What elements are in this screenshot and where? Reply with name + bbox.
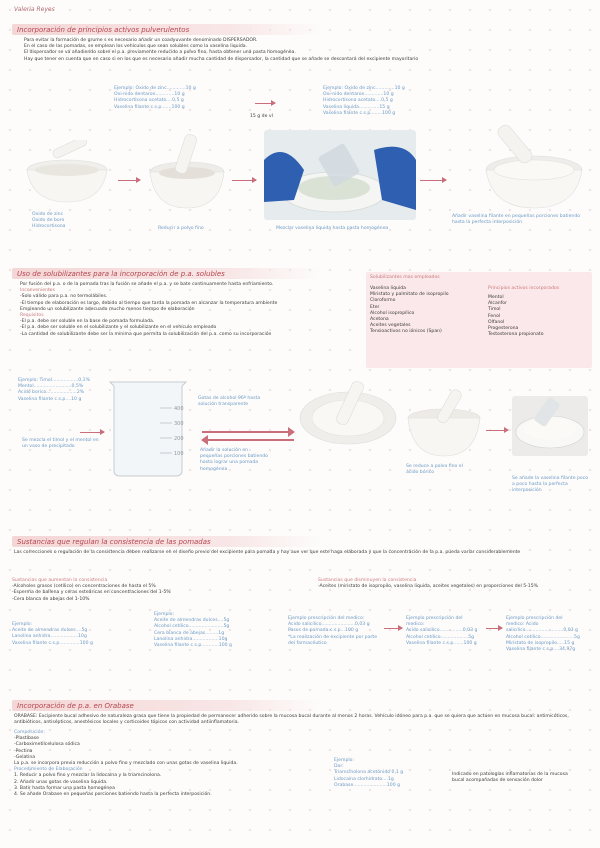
example-line: Orabase.......................100 g: [334, 782, 400, 788]
example-line: Ejemplo:: [12, 622, 33, 627]
section4-title: Incorporación de p.a. en Orabase: [17, 702, 134, 710]
consistency-example-1: [12, 622, 93, 647]
beaker-mark: 100: [174, 451, 184, 457]
consistency-example-5: [506, 616, 580, 653]
liquid-vaseline-photo: [264, 130, 416, 220]
example-line: Ejemplo prescripción del: [406, 616, 463, 621]
example-line: Hidrocortisona acetato....0,5 g: [114, 98, 184, 104]
table-cell: Alcohol isopropílico: [370, 310, 415, 316]
requirement-line: -El p.a. debe ser soluble en el solubilizante y el solubilizante en el vehículo empleado: [20, 325, 217, 331]
requirement-line: -La cantidad de solubilizante debe ser la mínima que permita la solubilización del p.a. como su incorporación: [20, 331, 272, 337]
example-line: Vaselina filante c.s.p....10 g: [18, 396, 82, 402]
table-cell: Progesterona: [488, 326, 519, 332]
table-title: Solubilizantes mas empleados: [370, 275, 440, 280]
example-line: Vaselina filante c.s.p.......100 g: [406, 640, 477, 646]
arrow-icon: [232, 180, 256, 181]
composition-item: -Pectina: [14, 748, 33, 754]
arrow-icon: [486, 430, 508, 431]
mortar-powder-image: [22, 140, 112, 206]
section1-intro-line: Para evitar la formación de grume s es necesario añadir un coadyuvante denominado DISPERSADOR.: [24, 38, 258, 43]
section1-example1: [114, 86, 196, 111]
vaseline-label: Se añade la vaselina filante poco a poco hasta la perfecta interposición: [512, 476, 589, 494]
mortar-boric-image: [404, 386, 484, 458]
section4-body: [14, 730, 344, 798]
table-col-solubilizers: [370, 286, 449, 336]
table-cell: Acetona: [370, 317, 389, 323]
beaker-mark: 400: [174, 406, 184, 412]
beaker-mark: 200: [174, 436, 184, 442]
arrow-icon: [384, 628, 402, 629]
section1-title: Incorporación de principios activos pulverulentos: [17, 26, 190, 34]
procedure-step: 4. Se añade Orabase en pequeñas porciones batiendo hasta la perfecta interposición.: [14, 792, 212, 798]
example-line: Aceite de almendras dulces....5g: [12, 628, 88, 634]
section2-title: Uso de solubilizantes para la incorporación de p.a. solubles: [17, 270, 225, 278]
arrow-icon: [255, 103, 275, 104]
table-cell: Tensioactivos no iónicos (Span): [370, 329, 442, 335]
procedure-step: 1. Reducir a polvo fino y mezclar la lidocaína y la triamcinolona.: [14, 773, 162, 779]
vaseline-jar-photo: [512, 396, 588, 456]
example-line: Alcohol cetílico........................5g: [154, 624, 230, 630]
example-line: Alcohol cetílico...................5g: [406, 634, 475, 640]
procedure-step: 2. Añadir unas gotas de vaselina liquida.: [14, 779, 108, 785]
section1-intro-line: En el caso de las pomadas, se emplean los vehículos que sean solubles como la vaselina liquida.: [24, 44, 248, 50]
table-cell: Cloroformo: [370, 298, 396, 304]
table-cell: Fenol: [488, 313, 501, 319]
example-line: Mentol..........................0,5%: [18, 384, 84, 390]
arrow-icon: [486, 628, 502, 629]
example-line: Aceite de almendras dulces....5g: [154, 618, 230, 624]
example-line: medico: Acido: [506, 622, 539, 628]
drawbacks-title: Inconvenientes: [20, 288, 56, 294]
example-line: Lanolina anhidra..................10g: [154, 636, 228, 642]
example-line: Lanolina anhidra...................10g: [12, 634, 87, 640]
mix-label: Se mezcla el timol y el mentol en un vaso de precipitado: [22, 438, 99, 450]
table-cell: Alcanfor: [488, 301, 507, 307]
example-line: Acido borico.....................2%: [18, 390, 85, 396]
section4-intro: ORABASE: Excipiente bucal adhesivo de naturaleza grasa que tiene la propiedad de permanecer adherido sobre la mucosa bucal durante al menos 2 horas. Vehículo idóneo para p.a. que se quiera que actúen en mucosa bucal: antimicóticos, antibióticos, antisépticos, anestésicos locales y corticoides tópicos con actividad antiinflamatoria.: [14, 714, 569, 726]
increase-line: -Cera blanca de abejas del 1-10%: [12, 596, 90, 602]
table-col-actives: [488, 295, 544, 338]
example-line: Acido salicílico.......................0,03 g: [288, 622, 370, 628]
consistency-example-2: [154, 612, 232, 649]
example-line: Alcohol cetílico.......................5g: [506, 634, 580, 640]
indication-text: Indicado en patologías inflamatorias de la mucosa bucal acompañadas de sensación dolor: [452, 772, 568, 784]
consistency-example-3: [288, 616, 377, 647]
table-cell: Testosterona propionato: [488, 332, 544, 338]
example-line: Acido salicílico................0,03 g: [406, 628, 478, 634]
drawback-line: -El tiempo de elaboración es largo, debido al tiempo que tarda la pomada en alcanzar la temperatura ambiente: [20, 300, 278, 306]
example-line: Oxi-nido dentaron.............10 g: [323, 92, 394, 98]
beaker-image: [104, 378, 192, 478]
example-line: medico:: [406, 622, 425, 628]
arrow-icon: [420, 180, 446, 181]
example-line: Oxi-nido dentaron.............10 g: [114, 92, 185, 98]
table-cell: Eter: [370, 304, 380, 310]
double-arrow-icon: [200, 424, 296, 446]
example-line: Vaselina filante c.s.p............100 g: [154, 643, 232, 649]
increase-block: [12, 578, 171, 603]
composition-title: Composición:: [14, 730, 45, 735]
example-line: Ejemplo: Oxido de zinc.............10 g: [323, 86, 405, 91]
arrow-icon: [118, 180, 140, 181]
mortar-vaseline-image: [480, 118, 588, 210]
section1-example2: [323, 86, 405, 117]
example-line: Ejemplo: Timol..................0,1%: [18, 378, 90, 383]
procedure-title: Procedimiento de Elaboración: [14, 767, 83, 773]
example-line: Pasos de pomada c.s.p...100 g: [288, 628, 359, 634]
section3-title: Sustancias que regulan la consistencia de las pomadas: [17, 538, 211, 546]
powder-label: Se reduce a polvo fino el ácido bórico: [406, 464, 463, 476]
decrease-block: [318, 578, 588, 590]
example-line: Vaselina filante c.s.p..............100 g: [12, 640, 93, 646]
solubilizers-table: [366, 272, 592, 368]
table-col-header: Principios activos incorporados: [488, 286, 560, 291]
example-line: Ejemplo prescripción del: [506, 616, 563, 621]
caption-reduce: Reducir a polvo fino: [158, 226, 204, 231]
arrow-icon: [80, 432, 104, 433]
section4-header: [12, 700, 322, 711]
section1-intro-line: El dispersador se va añadiendo sobre el p.a. previamente reducido a polvo fino, hasta obtener una pasta homogénea.: [24, 50, 296, 56]
requirements-title: Requisitos: [20, 313, 44, 319]
example-line: Miristato de isopropilo.....15 g: [506, 640, 575, 646]
procedure-step: 3. Batir hasta formar una pasta homogénea: [14, 785, 115, 791]
section2-intro: Por fusión del p.a. o de la pomada tras la fusión se añade el p.a. y se bate continuamente hasta enfriamiento.: [20, 282, 274, 287]
section2-header: [12, 268, 322, 279]
example-line: Ejemplo:: [154, 612, 175, 617]
example-line: Hidrocortisona acetato....0,5 g: [323, 98, 393, 104]
caption-ingredients: Oxido de zinc Oxido de boro Hidrocortisona: [32, 212, 66, 230]
example-line: Vaselina liquida..............15 g: [323, 104, 390, 110]
example-line: salicílico..........................0,03 g: [506, 628, 578, 634]
table-cell: Vaselina liquida: [370, 286, 406, 291]
beaker-mark: 300: [174, 421, 184, 427]
increase-title: Sustancias que aumentan la consistencia: [12, 578, 108, 583]
example-line: Triamcinolona acetónido 0,1 g: [334, 770, 404, 776]
mortar-grind-image: [146, 132, 228, 210]
composition-item: -Plastibase: [14, 736, 39, 742]
author-name: Valeria Reyes: [14, 6, 55, 13]
example-line: *La realización de excipiente por parte: [288, 634, 378, 640]
drops-label: Gotas de alcohol 96º hasta solución transparente: [198, 396, 261, 408]
table-cell: Timol: [488, 307, 501, 313]
example-line: Ejemplo prescripción del medico:: [288, 616, 365, 621]
section3-header: [12, 536, 322, 547]
section1-header: [12, 24, 322, 35]
consistency-example-4: [406, 616, 477, 647]
section2-example: [18, 378, 90, 403]
example-line: Ejemplo:: [334, 758, 355, 763]
increase-line: -Alcoholes grasos (cetílico) en concentraciones de hasta el 5%: [12, 584, 156, 590]
section1-intro: [24, 38, 418, 63]
decrease-text: -Aceites (miristato de isopropilo, vaselina liquida, aceites vegetales) en proporciones del 5-15%: [318, 584, 538, 590]
composition-item: -Gelatina: [14, 754, 36, 760]
table-cell: Miristato y palmitato de isopropilo: [370, 292, 449, 298]
orabase-note: La p.a. se incorpora previa reducción a polvo fino y mezclado con unas gotas de vaselina liquida.: [14, 761, 238, 767]
requirement-line: -El p.a. debe ser soluble en la base de pomada formulada.: [20, 319, 155, 325]
example-line: Lidocaína clorhidrato....1g: [334, 776, 394, 782]
note-15g: 15 g de vl: [250, 114, 273, 119]
table-cell: Mentol: [488, 295, 504, 300]
orabase-example: [334, 758, 403, 789]
example-line: Cera blanca de abejas.........1g: [154, 630, 225, 636]
example-line: del farmacéutico: [288, 640, 327, 646]
section2-body: [20, 282, 360, 338]
example-line: Dar:: [334, 764, 344, 770]
section1-intro-line: Hay que tener en cuenta que en caso si en los que es necesario añadir mucha cantidad de dispersador, la cantidad que se añade se descontará del excipiente mayoritario: [24, 56, 419, 62]
caption-add-vaseline: Añadir vaselina filante en pequeñas porciones batiendo hasta la perfecta interposición: [452, 214, 581, 226]
example-line: Vaselina filante c.s.p....34,97g: [506, 647, 576, 653]
caption-mix: Mezclar vaselina liquida hasta pasta homogénea: [276, 226, 389, 231]
drawback-line: Empleando un solubilizante adecuado mucho menos tiempo de elaboración: [20, 306, 195, 312]
example-line: Ejemplo: Oxido de zinc.............10 g: [114, 86, 196, 91]
increase-line: -Esperma de ballena y ceras esteáricas en concentraciones del 1-5%: [12, 590, 171, 596]
example-line: Vaselina filante c.s.p.......100 g: [114, 104, 185, 110]
decrease-title: Sustancias que disminuyen la consistencia: [318, 578, 417, 583]
composition-item: -Carboximetilcelulosa sódica: [14, 742, 80, 748]
mortar-ointment-image: [296, 378, 400, 460]
add-solution-label: Añadir la solución en pequeñas porciones batiendo hasta lograr una pomada homogénea: [200, 448, 268, 472]
table-cell: Olfanol: [488, 319, 505, 325]
drawback-line: -Solo válido para p.a. no termolábiles.: [20, 294, 108, 300]
table-cell: Aceites vegetales: [370, 323, 411, 329]
example-line: Vaselina filante c.s.p........100 g: [323, 110, 396, 116]
section3-intro: Las correcciones o regulación de la consistencia deben realizarse en el diseño previo del excipiente para pomada y hay aue ver que este haga elaborada y que la concentración de la p.a. pueda variar considerablemente: [14, 550, 521, 555]
